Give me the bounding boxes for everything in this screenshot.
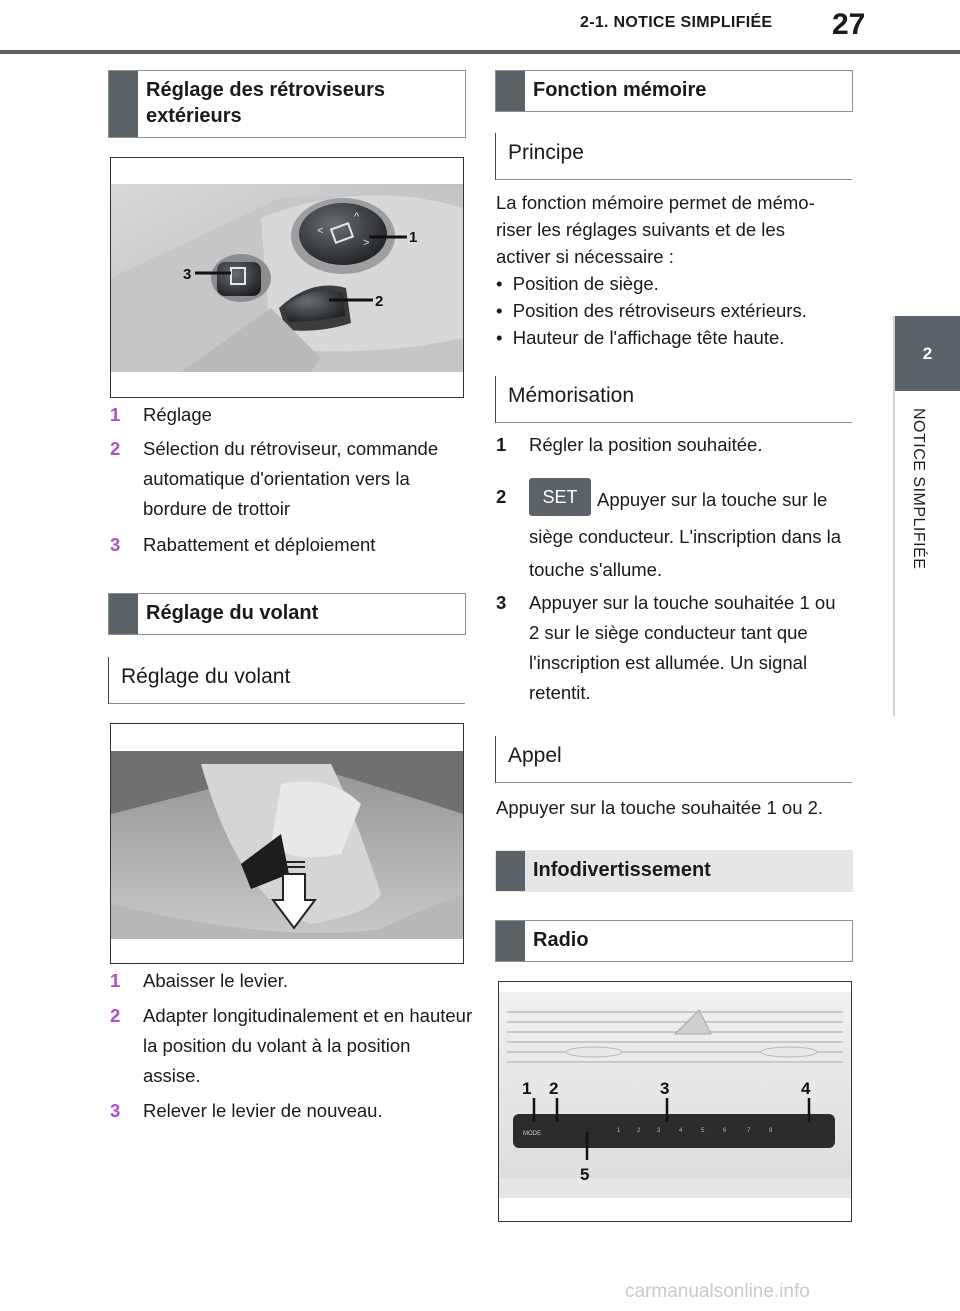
recall-paragraph: Appuyer sur la touche souhaitée 1 ou 2. [496,797,824,818]
radio-preset-key: 7 [747,1128,751,1134]
list-item-text: Rabattement et déploiement [143,534,376,555]
subheading-recall [495,736,852,783]
radio-preset-key: 5 [701,1128,705,1134]
bullet-text: Position de siège. [512,273,659,294]
list-item-text: Abaisser le levier. [143,970,288,991]
chapter-tab-number: 2 [922,344,933,363]
list-item-number: 3 [110,534,121,555]
chapter-tab[interactable] [895,316,960,391]
svg-text:>: > [363,237,370,249]
subheading-storing-text: Mémorisation [508,384,635,407]
section-heading-radio-text: Radio [533,929,589,951]
figure-label: 5 [580,1165,590,1184]
section-heading-radio [495,920,853,962]
heading-bar [496,851,525,891]
figure-label: 3 [660,1079,670,1098]
principle-line: La fonction mémoire permet de mémo- [496,192,815,213]
subheading-storing [495,376,852,423]
radio-preset-key: 4 [679,1128,683,1134]
principle-paragraph [496,189,856,270]
heading-bar [109,594,138,634]
bullet-item: • Position de siège. [496,273,659,294]
list-item-number: 1 [110,970,121,991]
section-heading-wheel-text: Réglage du volant [146,602,319,624]
list-item-text: Réglage [143,404,212,425]
list-item-number: 1 [110,404,121,425]
subheading-principle-text: Principe [508,141,584,164]
list-item-number: 3 [110,1100,121,1121]
list-item-number: 2 [110,438,121,459]
running-header-section: 2-1. NOTICE SIMPLIFIÉE [580,14,773,31]
section-heading-infotainment [495,850,853,892]
set-key-icon: SET [529,478,591,516]
radio-preset-key: 2 [637,1128,641,1134]
radio-panel-figure [498,981,852,1222]
list-item-text: Sélection du rétroviseur, commande automatique d'orientation vers la bordure de trottoir [143,438,439,519]
bullet-text: Position des rétroviseurs extérieurs. [512,300,807,321]
list-item-number: 2 [110,1005,121,1026]
subheading-principle [495,133,852,180]
subheading-recall-text: Appel [508,744,562,767]
list-item-text: Adapter longitudinalement et en hauteur la position du volant à la position assise. [143,1005,473,1086]
page-number: 27 [832,8,866,41]
radio-preset-key: 8 [769,1128,773,1134]
figure-label: 4 [801,1079,811,1098]
heading-bar [496,921,525,961]
figure-label: 2 [375,293,384,310]
mirror-control-figure [110,157,464,398]
list-item-text: Régler la position souhaitée. [529,434,763,455]
section-heading-wheel [108,593,466,635]
figure-label: 3 [183,266,192,283]
subheading-wheel-text: Réglage du volant [121,665,291,688]
subheading-wheel [108,657,465,704]
list-item-number: 2 [496,486,507,507]
svg-text:<: < [317,225,324,237]
radio-preset-key: 3 [657,1128,661,1134]
section-heading-memory [495,70,853,112]
svg-text:^: ^ [354,211,360,223]
list-item-text: Appuyer sur la touche sur le siège conducteur. L'inscription dans la touche s'allume. [529,488,842,580]
header-rule [0,50,960,54]
list-item-text-wrapper [529,482,849,586]
principle-line: riser les réglages suivants et de les [496,219,785,240]
radio-mode-label: MODE [523,1131,541,1137]
chapter-side-rule [893,316,895,716]
list-item-number: 3 [496,592,507,613]
watermark: carmanualsonline.info [625,1281,810,1302]
section-heading-mirrors [108,70,466,138]
list-item-text: Appuyer sur la touche souhaitée 1 ou 2 sur le siège conducteur tant que l'inscription est allumée. Un signal retentit. [529,592,836,703]
radio-preset-key: 1 [617,1128,621,1134]
bullet-text: Hauteur de l'affichage tête haute. [512,327,785,348]
radio-preset-key: 6 [723,1128,727,1134]
section-heading-mirrors-text: Réglage des rétroviseurs extérieurs [146,79,385,127]
chapter-tab-label: NOTICE SIMPLIFIÉE [910,408,927,570]
bullet-item: • Hauteur de l'affichage tête haute. [496,327,785,348]
section-heading-memory-text: Fonction mémoire [533,79,707,101]
heading-bar [496,71,525,111]
principle-line: activer si nécessaire : [496,246,674,267]
heading-bar [109,71,138,137]
section-heading-infotainment-text: Infodivertissement [533,859,711,881]
figure-label: 1 [522,1079,532,1098]
bullet-item: • Position des rétroviseurs extérieurs. [496,300,807,321]
list-item-text: Relever le levier de nouveau. [143,1100,383,1121]
list-item-number: 1 [496,434,507,455]
steering-lever-figure [110,723,464,964]
figure-label: 2 [549,1079,559,1098]
figure-label: 1 [409,229,418,246]
